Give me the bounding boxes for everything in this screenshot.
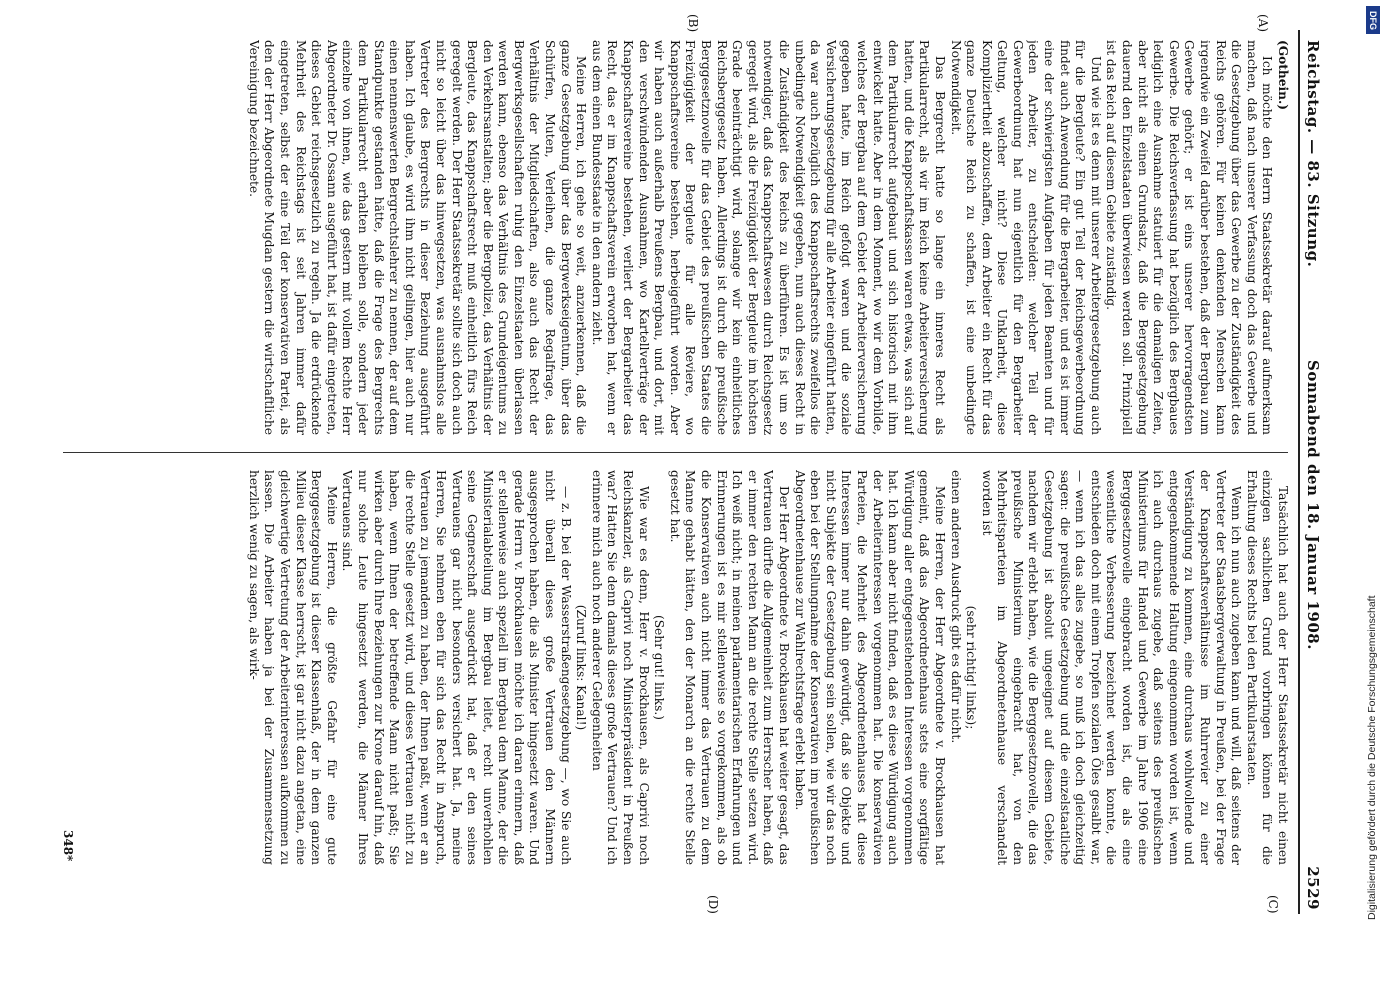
header-date: Sonnabend den 18. Januar 1908. <box>1304 360 1322 650</box>
paragraph: Wenn ich nun auch zugeben kann und will, daß seitens der Vertreter der Staatsbergverwaltung in Preußen, bei der Frage der Knappschaftsverhältnisse im Ruhrrevier zu einer Verständigung zu kommen, eine durchaus wohlwollende und entgegenkommende Haltung eingenommen worden ist, wenn ich auch durchaus zugebe, daß seitens des preußischen Ministeriums für Handel und Gewerbe im Jahre 1906 eine Berggesetznovelle eingebracht worden ist, die als eine wesentliche Verbesserung bezeichnet werden konnte, die entschieden doch mit einem Tropfen sozialen Öles gesalbt war, — wenn ich das alles zugebe, so muß ich doch gleichzeitig sagen: die preußische Gesetzgebung und die einzelstaatliche Gesetzgebung ist absolut ungeeignet auf diesem Gebiete, nachdem wir erlebt haben, wie die Berggesetznovelle, die das preußische Ministerium eingebracht hat, von den Mehrheitsparteien im Abgeordnetenhause verschandelt worden ist <box>979 470 1244 865</box>
paragraph: Tatsächlich hat auch der Herr Staatssekretär nicht einen einzigen sachlichen Grund vorbringen können für die Erhaltung dieses Rechts bei den Partikularstaaten. <box>1244 470 1290 865</box>
left-column <box>60 40 1290 435</box>
interjection: (Sehr gut! links.) <box>652 614 667 721</box>
paragraph: Der Herr Abgeordnete v. Brockhausen hat weiter gesagt, das Vertrauen dürfte die Allgemeinheit zum Herrscher haben, daß er immer den rechten Mann an die rechte Stelle setzen wird. Ich weiß nicht; in meinen parlamentarischen Erfahrungen und Erinnerungen ist es mir stellenweise so vorgekommen, als ob die Konservativen auch nicht immer das Vertrauen zu dem Manne gehabt hätten, den der Monarch an die rechte Stelle gesetzt hat. <box>667 470 791 865</box>
column-divider <box>63 452 1288 453</box>
digitization-sidebar <box>1361 0 1383 1000</box>
header-rule <box>1298 30 1300 914</box>
header-left: Reichstag. — 83. Sitzung. <box>1304 40 1322 268</box>
dfg-logo: DFG <box>1366 6 1380 34</box>
paragraph: — z. B. bei der Wasserstraßengesetzgebung —, wo Sie auch nicht überall dieses große Vertrauen den Männern ausgesprochen haben, die als Minister hingesetzt waren. Und gerade Herrn v. Brockhausen möchte ich daran erinnern, daß er stellenweise auch speziell im Bergbau dem Manne, der die Ministerialabteilung im Bergbau leitet, recht unverhohlen seine Gegnerschaft ausgedrückt hat, daß er den seines Vertrauens gar nicht besonders versichert hat. Ja, meine Herren, Sie nehmen eben für sich das Recht in Anspruch, Vertrauen zu jemandem zu haben, der Ihnen paßt, wenn er an die rechte Stelle gesetzt wird, und dieses Vertrauen nicht zu haben, wenn Ihnen der betreffende Mann nicht paßt; Sie wirken aber durch Ihre Beziehungen zur Krone darauf hin, daß nur solche Leute hingesetzt werden, die Männer Ihres Vertrauens sind. <box>340 470 573 865</box>
paragraph: Wie war es denn, Herr v. Brockhausen, als Caprivi noch Reichskanzler, als Caprivi noch Ministerpräsident in Preußen war? Hatten Sie denn damals dieses große Vertrauen? Und ich erinnere mich auch noch anderer Gelegenheiten <box>589 470 651 865</box>
paragraph: einen anderen Ausdruck gibt es dafür nicht. <box>948 470 963 744</box>
right-column <box>60 470 1290 865</box>
funding-credit: Digitalisierung gefördert durch die Deutsche Forschungsgemeinschaft <box>1366 595 1378 920</box>
margin-mark-a: (A) <box>1256 14 1270 33</box>
margin-mark-c: (C) <box>1266 895 1280 914</box>
margin-mark-d: (D) <box>706 895 720 914</box>
interjection: (sehr richtig! links); <box>964 605 979 730</box>
paragraph: Meine Herren, ich gehe so weit, anzuerkennen, daß die ganze Gesetzgebung über das Bergwerkseigentum, über das Schürfen, Muten, Verleihen, die ganze Regalfrage, das Verhältnis der Mitgliedschaften, also auch das Recht der Bergwerksgesellschaften ruhig den Einzelstaaten überlassen werden kann, ebenso das Verhältnis des Grundeigentums zu den Verkehrsanstalten; aber die Bergpolizei, das Verhältnis der Bergleute, das Knappschaftsrecht muß einheitlich fürs Reich geregelt werden. Der Herr Staatssekretär sollte sich doch auch nicht so leicht über das hinwegsetzen, was ausnahmslos alle Vertreter des Bergrechts in dieser Beziehung ausgeführt haben. Ich glaube, es wird ihm nicht gelingen, hier auch nur einen nennenswerten Bergrechtslehrer zu nennen, der auf dem Standpunkte gestanden hätte, daß die Frage des Bergrechts dem Partikularrecht erhalten bleiben solle, sondern jeder einzelne von ihnen, wie das gestern mit vollem Rechte Herr Abgeordneter Dr. Ossann ausgeführt hat, ist dafür eingetreten, dieses Gebiet reichsgesetzlich zu regeln. Ja die erdrückende Mehrheit des Reichstags ist seit Jahren immer dafür eingetreten, selbst der eine Teil der konservativen Partei, als den der Herr Abgeordnete Mugdan gestern die wirtschaftliche Vereinigung bezeichnete. <box>246 40 589 435</box>
interjection: (Zuruf links: Kanal!) <box>574 604 589 731</box>
paragraph: Und wie ist es denn mit unserer Arbeitergesetzgebung auch für die Bergleute? Ein gut Teil der Reichsgewerbeordnung findet auch Anwendung für die Bergarbeiter, und es ist immer eine der schwierigsten Aufgaben für jeden Beamten und für jeden Arbeiter, zu entscheiden: welcher Teil der Gewerbeordnung hat nun eigentlich für den Bergarbeiter Geltung, welcher nicht? Diese Unklarheit, diese Kompliziertheit abzuschaffen, dem Arbeiter ein Recht für das ganze Deutsche Reich zu schaffen, ist eine unbedingte Notwendigkeit. <box>948 40 1103 435</box>
margin-mark-b: (B) <box>686 14 700 33</box>
paragraph: Meine Herren, der Herr Abgeordnete v. Brockhausen hat gemeint, daß das Abgeordnetenhaus stets eine sorgfältige Würdigung aller entgegenstehenden Interessen vorgenommen hat. Ich kann aber nicht finden, daß es diese Würdigung auch der Arbeiterinteressen vorgenommen hat. Die konservativen Parteien, die Mehrheit des Abgeordnetenhauses hat diese Interessen immer nur dahin gewürdigt, daß sie Objekte und nicht Subjekte der Gesetzgebung sein sollen, wie wir das noch eben bei der Stellungnahme der Konservativen im preußischen Abgeordnetenhause zur Wahlrechtsfrage erlebt haben. <box>792 470 947 865</box>
signature-mark: 348* <box>61 830 75 862</box>
paragraph: Ich möchte den Herrn Staatssekretär darauf aufmerksam machen, daß nach unserer Verfassung doch das Gewerbe und die Gesetzgebung über das Gewerbe zu der Zuständigkeit des Reichs gehören. Für keinen denkenden Menschen kann irgendwie ein Zweifel darüber bestehen, daß der Bergbau zum Gewerbe gehört; er ist eins unserer hervorragendsten Gewerbe. Die Reichsverfassung hat bezüglich des Bergbaues lediglich eine Ausnahme statuiert für die damaligen Zeiten, aber nicht als einen Grundsatz, daß die Berggesetzgebung dauernd den Einzelstaaten überwiesen werden soll. Prinzipiell ist das Reich auf diesem Gebiete zuständig. <box>1104 40 1275 435</box>
paragraph: Meine Herren, die größte Gefahr für eine gute Berggesetzgebung ist dieser Klassenhaß, der in dem ganzen Milieu dieser Klasse herrscht, ist gar nicht dazu angetan, eine gleichwertige Vertretung der Arbeiterinteressen aufkommen zu lassen. Die Arbeiter haben ja bei der Zusammensetzung herzlich wenig zu sagen, als wirk- <box>246 470 339 865</box>
document-page <box>40 0 1340 920</box>
speaker-label: (Gothein.) <box>1276 40 1290 111</box>
paragraph: Das Bergrecht hatte so lange ein inneres Recht als Partikularrecht, als wir im Reich keine Arbeiterversicherung hatten, und die Knappschaftskassen waren etwas, was sich auf dem Partikularrecht aufgebaut und sich historisch mit ihm entwickelt hatte. Aber in dem Moment, wo wir dem Vorbilde, welches der Bergbau auf dem Gebiet der Arbeiterversicherung gegeben hatte, im Reich gefolgt waren und die soziale Versicherungsgesetzgebung für alle Arbeiter eingeführt hatten, da war auch bezüglich des Knappschaftsrechts zweifellos die unbedingte Notwendigkeit gegeben, nun auch dieses Recht in die Zuständigkeit des Reichs zu überführen. Es ist um so notwendiger, daß das Knappschaftswesen durch Reichsgesetz geregelt wird, als die Freizügigkeit der Bergleute im höchsten Grade beeinträchtigt wird, solange wir kein einheitliches Reichsberggesetz haben. Allerdings ist durch die preußische Berggesetznovelle für das Gebiet des preußischen Staates die Freizügigkeit der Bergleute für alle Reviere, wo Knappschaftsvereine bestehen, herbeigeführt worden. Aber wir haben auch außerhalb Preußens Bergbau, und dort, mit den verschwindenden Ausnahmen, wo Kartellverträge der Knappschaftsvereine bestehen, verliert der Bergarbeiter das Recht, das er im Knappschaftsverein erworben hat, wenn er aus dem einen Bundesstaate in den andern zieht. <box>589 40 947 435</box>
page-number: 2529 <box>1304 866 1322 910</box>
